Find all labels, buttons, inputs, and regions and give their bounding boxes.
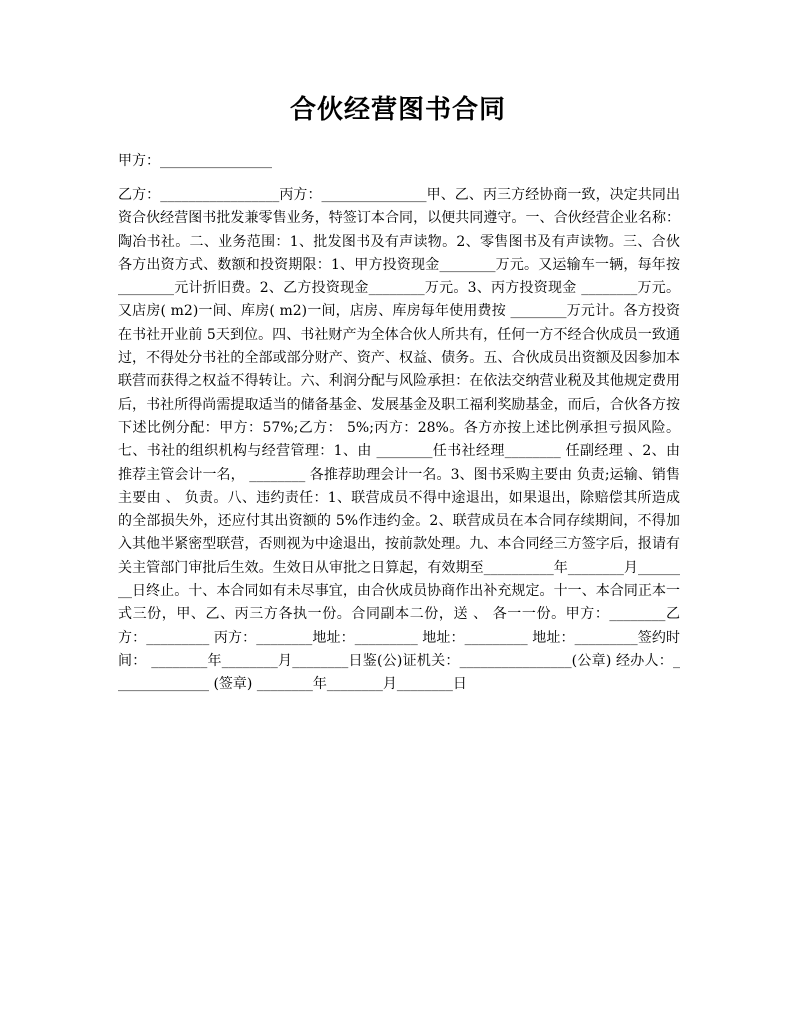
party-a-line: 甲方：________________ <box>118 153 272 169</box>
contract-body: 乙方：_________________丙方：_______________甲、乙、丙三方经协商一致，决定共同出资合伙经营图书批发兼零售业务，特签订本合同，以便共同遵守。一、合伙经营企业名称：陶冶书社。二、业务范围：1、批发图书及有声读物。2、零售图书及有声读物。三、合伙各方出资方式、数额和投资期限：1、甲方投资现金________万元。又运输车一辆，每年按 ________元计折旧费。2、乙方投资现金________万元。3、丙方投资现金 ________万元。又店房( m2)一间、库房( m2)一间，店房、库房每年使用费按 ________万元计。各方投资在书社开业前 5天到位。四、书社财产为全体合伙人所共有，任何一方不经合伙成员一致通过，不得处分书社的全部或部分财产、资产、权益、债务。五、合伙成员出资额及因参加本联营而获得之权益不得转让。六、利润分配与风险承担：在依法交纳营业税及其他规定费用后，书社所得尚需提取适当的储备基金、发展基金及职工福利奖励基金，而后，合伙各方按下述比例分配：甲方：57%;乙方： 5%;丙方：28%。各方亦按上述比例承担亏损风险。七、书社的组织机构与经营管理：1、由 ________任书社经理________ 任副经理 、2、由 推荐主管会计一名， ________ 各推荐助理会计一名。3、图书采购主要由 负责;运输、销售主要由 、 负责。八、违约责任：1、联营成员不得中途退出，如果退出，除赔偿其所造成的全部损失外，还应付其出资额的 5%作违约金。2、联营成员在本合同存续期间，不得加入其他半紧密型联营，否则视为中途退出，按前款处理。九、本合同经三方签字后，报请有关主管部门审批后生效。生效日从审批之日算起，有效期至__________年________月________日终止。十、本合同如有未尽事宜，由合伙成员协商作出补充规定。十一、本合同正本一式三份，甲、乙、丙三方各执一份。合同副本二份，送 、 各一一份。甲方：________乙方：_________ 丙方：________地址：_________ 地址：_________ 地址：_________签约时间： ________年________月________日鉴(公)证机关：________________(公章) 经办人：______________ (签章) ________年________月________日 <box>118 187 685 693</box>
document-title: 合伙经营图书合同 <box>289 95 506 125</box>
